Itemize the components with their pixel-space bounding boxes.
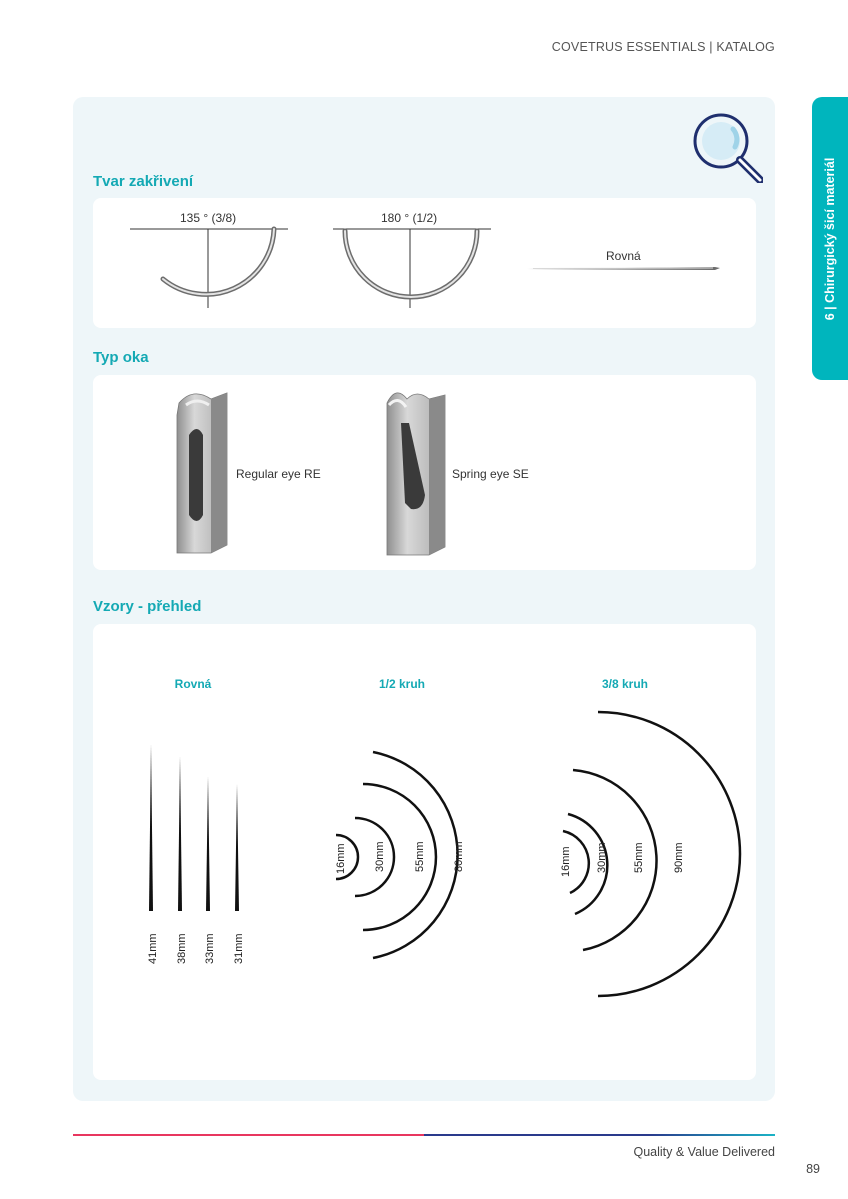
regular-eye-label: Regular eye RE — [236, 467, 321, 481]
half-circle-needles — [336, 752, 458, 958]
column-title-three-eighths-circle: 3/8 kruh — [601, 677, 649, 691]
three-eighths-size-90mm: 90mm — [673, 842, 685, 873]
spring-eye-illustration — [387, 393, 445, 555]
footer-divider — [73, 1134, 775, 1136]
straight-size-33mm: 33mm — [204, 933, 216, 964]
three-eighths-size-30mm: 30mm — [596, 842, 608, 873]
straight-size-41mm: 41mm — [147, 933, 159, 964]
curvature-card — [93, 198, 756, 328]
three-eighths-90mm — [598, 712, 740, 996]
magnifier-icon — [691, 111, 763, 183]
straight-needles — [147, 744, 245, 964]
straight-needle-diagram — [527, 267, 720, 270]
half-size-80mm: 80mm — [453, 841, 465, 872]
patterns-diagrams — [93, 624, 756, 1080]
straight-size-31mm: 31mm — [233, 933, 245, 964]
section-title-curvature: Tvar zakřivení — [93, 173, 194, 190]
regular-eye-illustration — [177, 393, 227, 553]
straight-needle-41mm — [149, 744, 153, 911]
three-eighths-labels — [560, 842, 685, 877]
half-size-16mm: 16mm — [335, 843, 347, 874]
chapter-tab[interactable] — [812, 97, 848, 380]
three-eighths-size-55mm: 55mm — [633, 842, 645, 873]
eye-illustrations — [93, 375, 756, 570]
three-eighths-size-16mm: 16mm — [560, 846, 572, 877]
chapter-tab-label: 6 | Chirurgický šicí materiál — [823, 157, 837, 320]
three-eighths-needles — [563, 712, 740, 996]
half-size-55mm: 55mm — [414, 841, 426, 872]
straight-needle-31mm — [235, 784, 239, 911]
curve-135-label: 135 ° (3/8) — [180, 211, 237, 225]
content-panel — [73, 97, 775, 1101]
straight-needle-33mm — [206, 776, 210, 911]
eye-type-card — [93, 375, 756, 570]
page-header-title: COVETRUS ESSENTIALS | KATALOG — [551, 40, 775, 54]
straight-size-38mm: 38mm — [176, 933, 188, 964]
column-title-straight: Rovná — [174, 677, 212, 691]
curve-180-label: 180 ° (1/2) — [381, 211, 438, 225]
straight-label: Rovná — [606, 249, 641, 263]
footer-tagline: Quality & Value Delivered — [633, 1145, 775, 1159]
page-number: 89 — [806, 1162, 820, 1176]
half-size-30mm: 30mm — [374, 841, 386, 872]
column-title-half-circle: 1/2 kruh — [378, 677, 426, 691]
curve-180-diagram — [333, 229, 491, 308]
curve-135-diagram — [130, 229, 288, 308]
spring-eye-label: Spring eye SE — [452, 467, 529, 481]
section-title-eye-type: Typ oka — [93, 349, 149, 366]
straight-needle-38mm — [178, 756, 182, 911]
patterns-card — [93, 624, 756, 1080]
section-title-patterns: Vzory - přehled — [93, 598, 202, 615]
